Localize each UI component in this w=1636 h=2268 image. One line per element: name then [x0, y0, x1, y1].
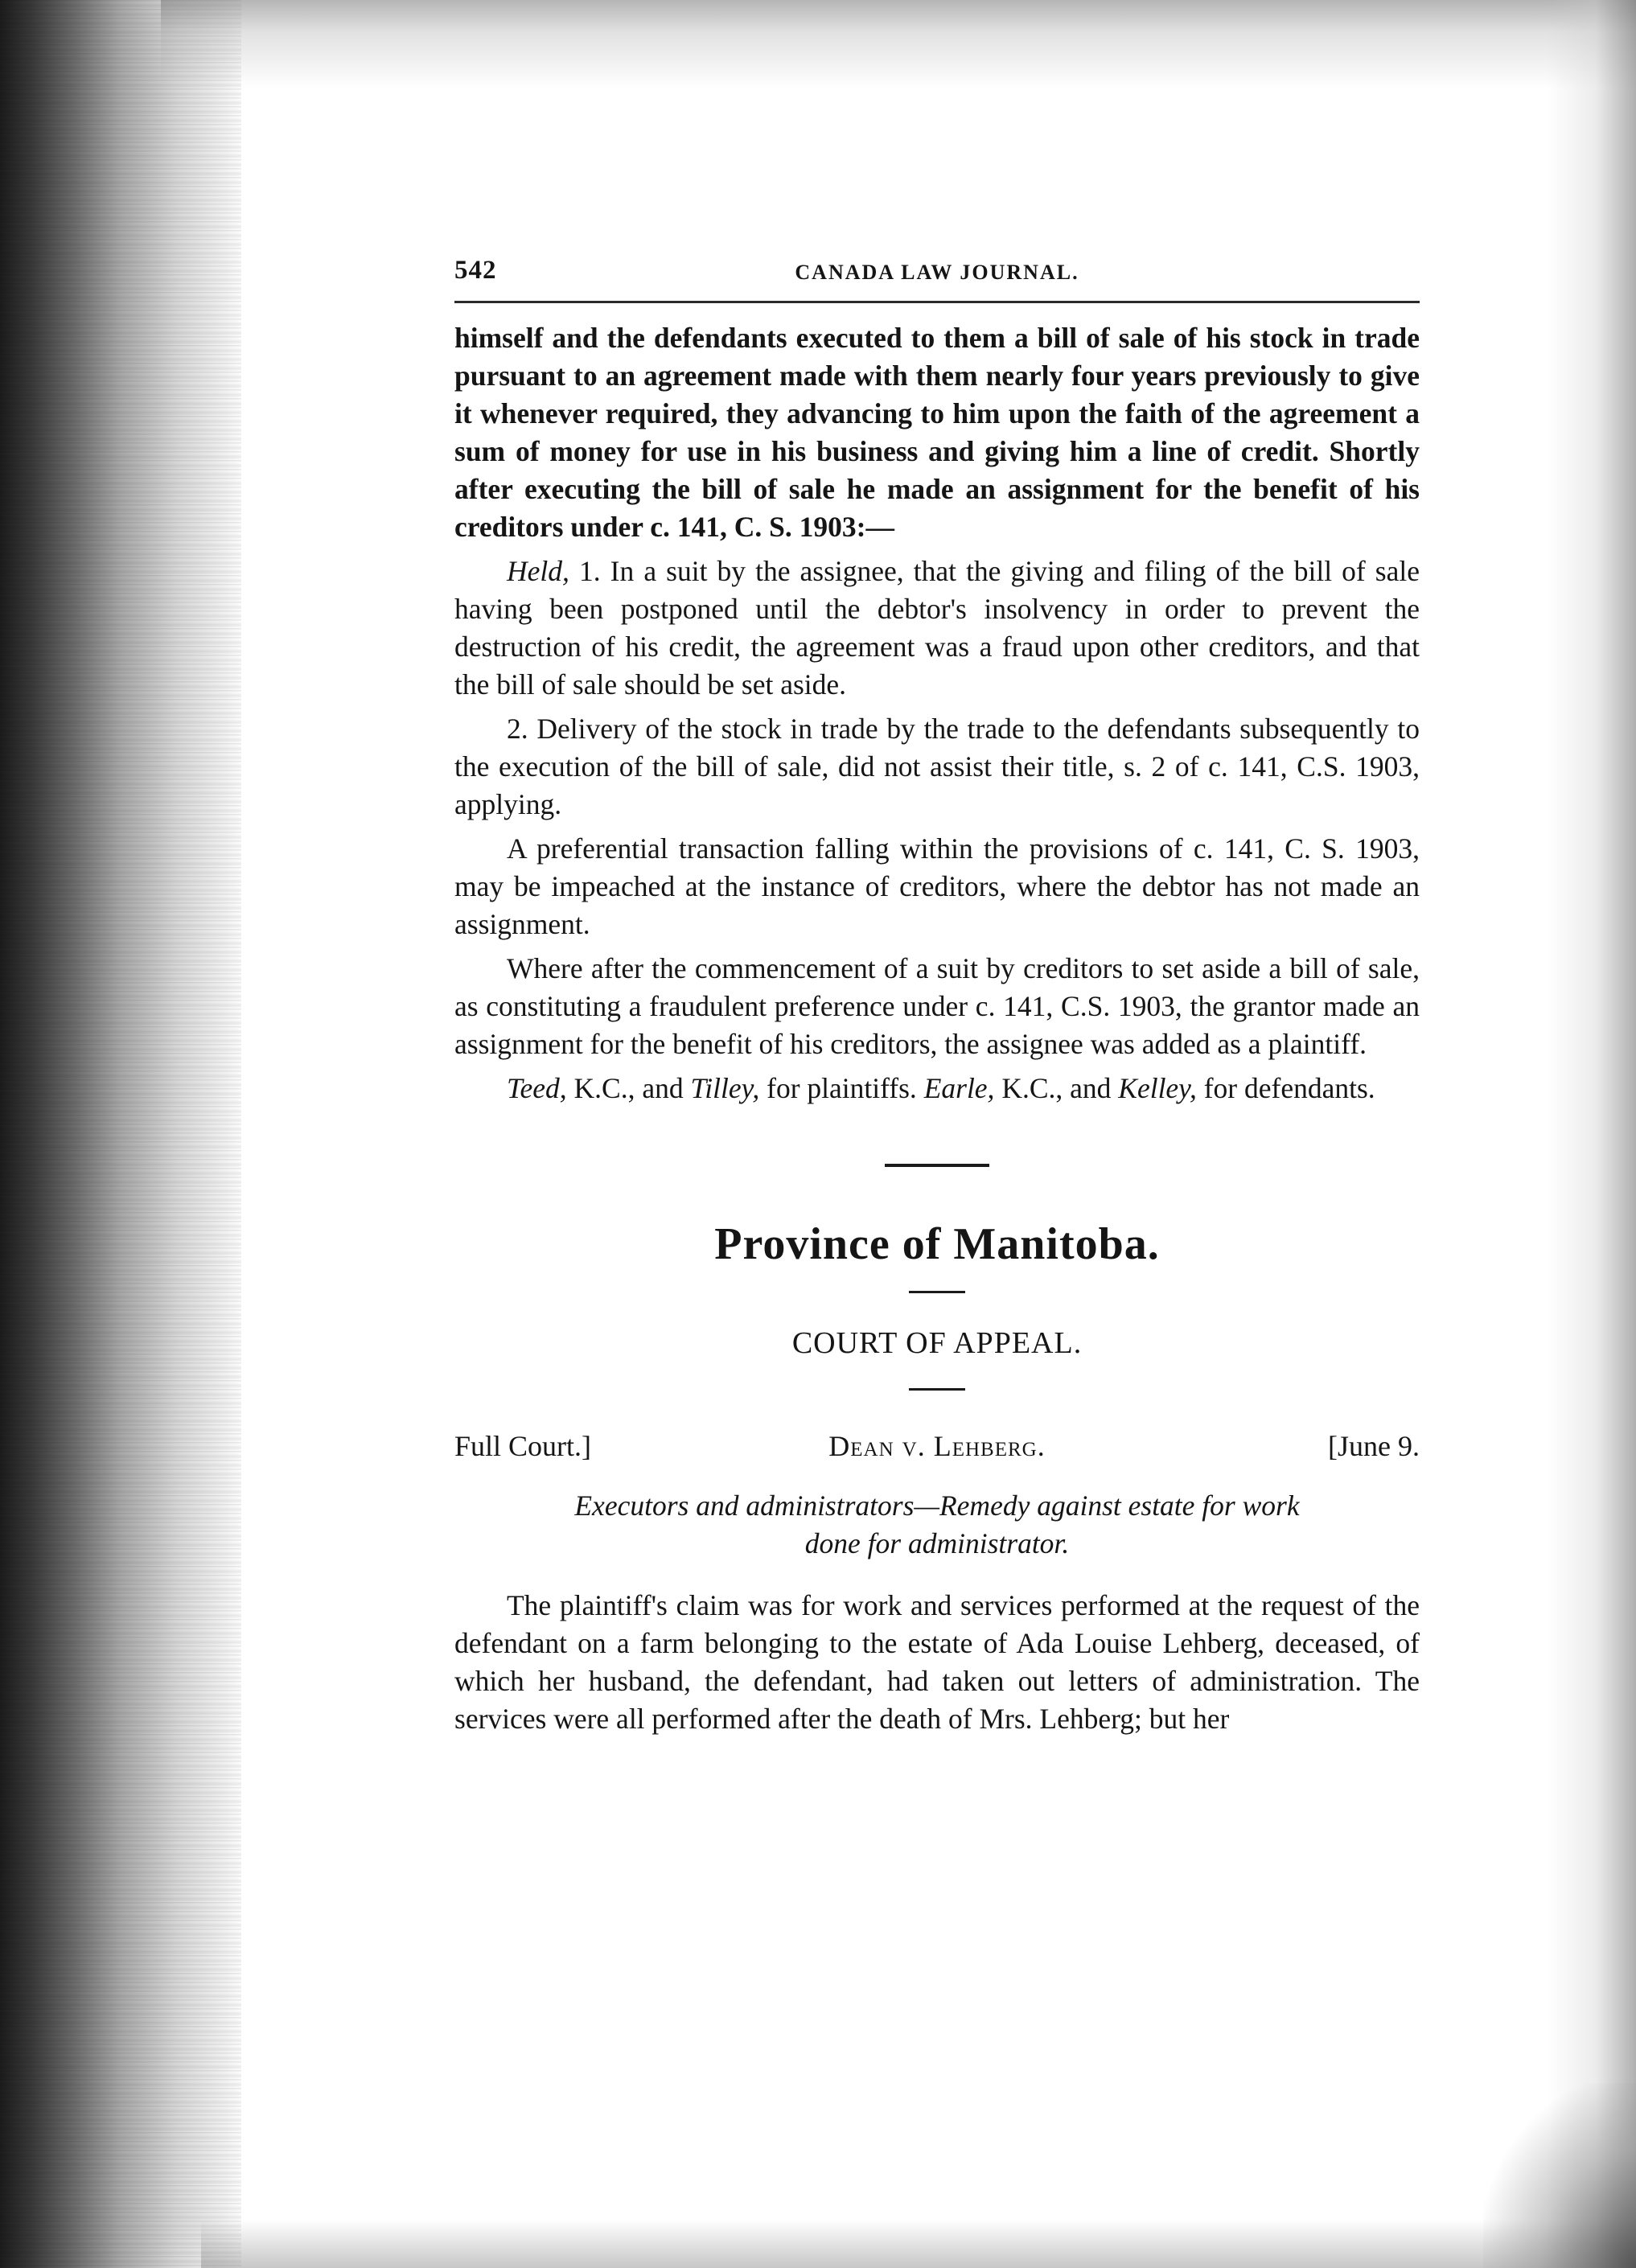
counsel-text: for plaintiffs. [759, 1072, 924, 1104]
divider-rule [909, 1388, 965, 1391]
headnote-line: Executors and administrators—Remedy against estate for work [574, 1489, 1300, 1522]
headnote [454, 1487, 1420, 1563]
court-designation: Full Court.] [454, 1430, 592, 1462]
case-caption [454, 1429, 1420, 1469]
case-date: [June 9. [1328, 1430, 1420, 1462]
scan-top-edge [161, 0, 1636, 88]
scan-binding-shadow [0, 0, 241, 2268]
counsel-text: K.C., and [566, 1072, 691, 1104]
scan-corner-shadow [1483, 2083, 1636, 2268]
court-heading: COURT OF APPEAL. [791, 1326, 1083, 1360]
paragraph-held [454, 553, 1420, 704]
paragraph-counsel [454, 1070, 1420, 1107]
counsel-name: Tilley, [690, 1072, 760, 1104]
counsel-name: Earle, [923, 1072, 995, 1104]
heading-divider [454, 1291, 1420, 1293]
paragraph-delivery: 2. Delivery of the stock in trade by the trade to the defendants subsequently to the execution of the bill of sale, did not assist their title, s. 2 of c. 141, C.S. 1903, applying. [454, 713, 1420, 820]
divider-rule [909, 1291, 965, 1293]
scan-right-edge [1548, 0, 1636, 2268]
running-head [454, 256, 1420, 303]
headnote-line: done for administrator. [804, 1527, 1070, 1559]
counsel-name: Teed, [507, 1072, 567, 1104]
counsel-name: Kelley, [1118, 1072, 1197, 1104]
case-name: Dean v. Lehberg. [828, 1430, 1046, 1462]
section-divider [454, 1164, 1420, 1167]
court-divider [454, 1388, 1420, 1391]
paragraph-claim: The plaintiff's claim was for work and services performed at the request of the defendant on a farm belonging to the estate of Ada Louise Lehberg, deceased, of which her husband, the defendant, had taken out letters of administration. The services were all performed after the death of Mrs. Lehberg; but her [454, 1589, 1420, 1735]
paragraph-continued: himself and the defendants executed to them a bill of sale of his stock in trade pursuant to an agreement made with them nearly four years previously to give it whenever required, they advancing to him upon the faith of the agreement a sum of money for use in his business and giving him a line of credit. Shortly after executing the bill of sale he made an assignment for the benefit of his creditors under c. 141, C. S. 1903:— [454, 322, 1420, 543]
paragraph-preferential: A preferential transaction falling within the provisions of c. 141, C. S. 1903, may be impeached at the instance of creditors, where the debtor has not made an assignment. [454, 832, 1420, 940]
divider-rule [885, 1164, 989, 1167]
province-heading: Province of Manitoba. [714, 1219, 1160, 1269]
counsel-text: K.C., and [994, 1072, 1119, 1104]
held-text: 1. In a suit by the assignee, that the giving and filing of the bill of sale having been postponed until the debtor's insolvency in order to prevent the destruction of his credit, the agreement was a fraud upon other creditors, and that the bill of sale should be set aside. [454, 555, 1420, 701]
scan-bottom-edge [201, 2220, 1636, 2268]
page-number: 542 [454, 256, 497, 285]
journal-page [454, 256, 1420, 1738]
held-label: Held, [507, 555, 569, 587]
journal-title: CANADA LAW JOURNAL. [795, 261, 1079, 284]
paragraph-assignee: Where after the commencement of a suit by creditors to set aside a bill of sale, as constituting a fraudulent preference under c. 141, C.S. 1903, the grantor made an assignment for the benefit of his creditors, the assignee was added as a plaintiff. [454, 952, 1420, 1060]
counsel-text: for defendants. [1196, 1072, 1375, 1104]
